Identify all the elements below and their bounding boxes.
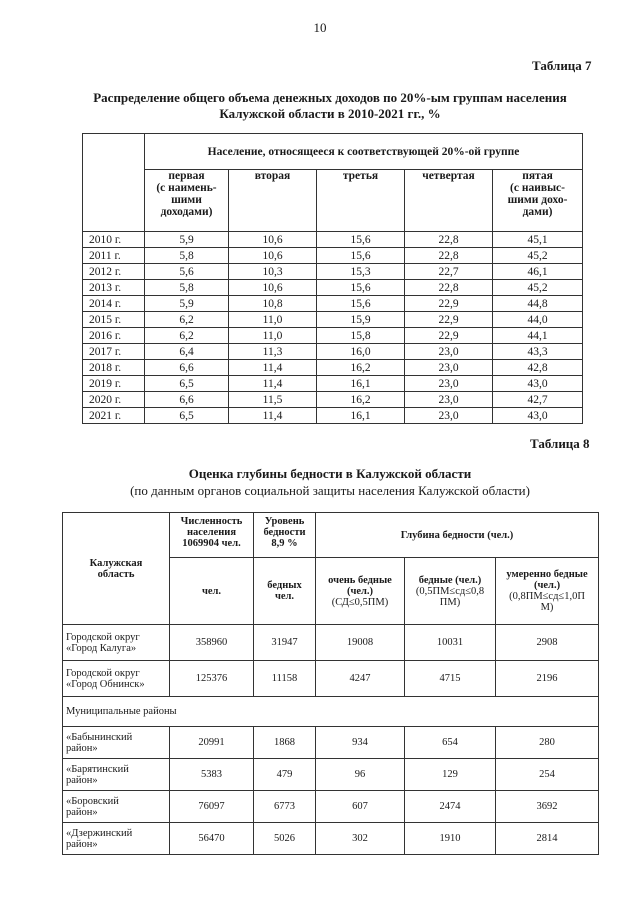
header-line: населения: [186, 527, 237, 538]
value-cell: 4715: [405, 661, 496, 697]
income-distribution-table: [82, 133, 583, 424]
table7-title-line1: Распределение общего объема денежных доходов по 20%-ым группам населения: [93, 90, 567, 105]
value-cell: 16,0: [317, 344, 405, 360]
region-name-cell: [63, 823, 170, 855]
value-cell: 15,6: [317, 248, 405, 264]
header-line: ПМ): [439, 596, 461, 608]
value-cell: 15,8: [317, 328, 405, 344]
region-name-line: «Бабынинский: [66, 731, 133, 743]
table7-title: [60, 90, 600, 122]
value-cell: 44,8: [493, 296, 583, 312]
region-name-line: «Город Калуга»: [66, 642, 137, 654]
value-cell: 20991: [170, 727, 254, 759]
value-cell: 76097: [170, 791, 254, 823]
table7-header-first: [145, 170, 229, 232]
value-cell: 6,2: [145, 328, 229, 344]
region-name-cell: [63, 791, 170, 823]
header-line: 1069904 чел.: [182, 538, 241, 549]
header-poverty-level: [254, 513, 316, 558]
value-cell: 280: [496, 727, 599, 759]
year-cell: 2016 г.: [83, 328, 145, 344]
table7-row: [83, 408, 583, 424]
table7-row: [83, 344, 583, 360]
value-cell: 11,3: [229, 344, 317, 360]
header-poor-persons: [254, 558, 316, 625]
value-cell: 2196: [496, 661, 599, 697]
value-cell: 22,9: [405, 312, 493, 328]
value-cell: 11,4: [229, 360, 317, 376]
value-cell: 358960: [170, 625, 254, 661]
table7-row: [83, 360, 583, 376]
region-name-cell: [63, 759, 170, 791]
value-cell: 302: [316, 823, 405, 855]
value-cell: 15,6: [317, 232, 405, 248]
region-name-line: Городской округ: [66, 667, 140, 679]
region-name-cell: [63, 661, 170, 697]
value-cell: 43,3: [493, 344, 583, 360]
year-cell: 2014 г.: [83, 296, 145, 312]
value-cell: 19008: [316, 625, 405, 661]
header-line: (с наимень-: [156, 182, 217, 194]
value-cell: 56470: [170, 823, 254, 855]
table8-row: [63, 727, 599, 759]
value-cell: 10,6: [229, 248, 317, 264]
table8-title: Оценка глубины бедности в Калужской области: [188, 466, 472, 481]
region-name-line: район»: [66, 838, 98, 850]
value-cell: 22,8: [405, 232, 493, 248]
value-cell: 16,2: [317, 360, 405, 376]
header-line: Численность: [180, 516, 243, 527]
year-cell: 2020 г.: [83, 392, 145, 408]
header-line: доходами): [160, 206, 213, 218]
value-cell: 45,2: [493, 248, 583, 264]
value-cell: 96: [316, 759, 405, 791]
region-name-line: район»: [66, 774, 98, 786]
header-moderately-poor: [496, 558, 599, 625]
table7-title-line2: Калужской области в 2010-2021 гг., %: [219, 106, 441, 121]
header-poverty-depth: Глубина бедности (чел.): [316, 513, 599, 558]
header-poor: [405, 558, 496, 625]
value-cell: 11,4: [229, 408, 317, 424]
header-line: (с наивыс-: [510, 182, 565, 194]
value-cell: 42,7: [493, 392, 583, 408]
table7-row: [83, 264, 583, 280]
year-cell: 2018 г.: [83, 360, 145, 376]
value-cell: 6,5: [145, 376, 229, 392]
value-cell: 43,0: [493, 376, 583, 392]
header-line: дами): [522, 206, 553, 218]
region-name-line: «Барятинский: [66, 763, 129, 775]
table7-row: [83, 232, 583, 248]
value-cell: 45,2: [493, 280, 583, 296]
value-cell: 6,4: [145, 344, 229, 360]
value-cell: 44,1: [493, 328, 583, 344]
table7-group-header: Население, относящееся к соответствующей 20%-ой группе: [145, 134, 583, 170]
value-cell: 10,6: [229, 232, 317, 248]
value-cell: 22,9: [405, 296, 493, 312]
table8-row: [63, 759, 599, 791]
year-cell: 2015 г.: [83, 312, 145, 328]
value-cell: 44,0: [493, 312, 583, 328]
header-line: пятая: [522, 170, 553, 182]
value-cell: 2908: [496, 625, 599, 661]
value-cell: 5,9: [145, 296, 229, 312]
table7-header-fourth: четвертая: [405, 170, 493, 232]
value-cell: 5,8: [145, 280, 229, 296]
value-cell: 5,8: [145, 248, 229, 264]
year-cell: 2019 г.: [83, 376, 145, 392]
header-line: бедных: [267, 580, 302, 591]
value-cell: 5,9: [145, 232, 229, 248]
value-cell: 16,1: [317, 376, 405, 392]
value-cell: 22,9: [405, 328, 493, 344]
value-cell: 15,6: [317, 280, 405, 296]
year-cell: 2013 г.: [83, 280, 145, 296]
header-line: Калужская: [89, 557, 143, 569]
table7-header-second: вторая: [229, 170, 317, 232]
section-label: Муниципальные районы: [63, 697, 599, 727]
value-cell: 6,6: [145, 392, 229, 408]
header-line: область: [97, 568, 135, 580]
value-cell: 5026: [254, 823, 316, 855]
year-cell: 2021 г.: [83, 408, 145, 424]
value-cell: 5383: [170, 759, 254, 791]
header-line: очень бедные: [328, 574, 392, 586]
table8-row: [63, 625, 599, 661]
value-cell: 6,6: [145, 360, 229, 376]
value-cell: 16,1: [317, 408, 405, 424]
header-line: шими дохо-: [507, 194, 568, 206]
header-line: (0,5ПМ≤сд≤0,8: [415, 585, 485, 597]
value-cell: 23,0: [405, 376, 493, 392]
table7-corner-cell: [83, 134, 145, 232]
value-cell: 607: [316, 791, 405, 823]
value-cell: 22,8: [405, 280, 493, 296]
year-cell: 2017 г.: [83, 344, 145, 360]
value-cell: 15,6: [317, 296, 405, 312]
header-population: [170, 513, 254, 558]
value-cell: 15,3: [317, 264, 405, 280]
header-line: чел.: [274, 591, 295, 602]
region-name-line: район»: [66, 806, 98, 818]
value-cell: 43,0: [493, 408, 583, 424]
region-name-line: «Дзержинский: [66, 827, 133, 839]
table7-header-third: третья: [317, 170, 405, 232]
page-number: 10: [313, 20, 327, 35]
value-cell: 16,2: [317, 392, 405, 408]
region-name-line: «Город Обнинск»: [66, 678, 145, 690]
region-name-line: «Боровский: [66, 795, 119, 807]
value-cell: 22,8: [405, 248, 493, 264]
table8-label: Таблица 8: [530, 436, 590, 451]
value-cell: 6773: [254, 791, 316, 823]
header-line: (чел.): [346, 585, 374, 597]
value-cell: 31947: [254, 625, 316, 661]
value-cell: 15,9: [317, 312, 405, 328]
value-cell: 11,0: [229, 312, 317, 328]
header-line: шими: [171, 194, 202, 206]
value-cell: 45,1: [493, 232, 583, 248]
header-line: 8,9 %: [271, 538, 298, 549]
header-line: бедные (чел.): [418, 574, 482, 586]
table7-row: [83, 312, 583, 328]
value-cell: 479: [254, 759, 316, 791]
table8-subtitle: (по данным органов социальной защиты населения Калужской области): [130, 483, 530, 498]
value-cell: 11,4: [229, 376, 317, 392]
value-cell: 23,0: [405, 344, 493, 360]
value-cell: 11,0: [229, 328, 317, 344]
header-line: умеренно бедные: [506, 569, 588, 580]
header-line: М): [540, 602, 554, 613]
value-cell: 6,5: [145, 408, 229, 424]
region-name-cell: [63, 625, 170, 661]
header-very-poor: [316, 558, 405, 625]
value-cell: 1910: [405, 823, 496, 855]
header-line: Уровень: [264, 516, 305, 527]
value-cell: 10,3: [229, 264, 317, 280]
table8-row: [63, 661, 599, 697]
region-name-line: Городской округ: [66, 631, 140, 643]
header-region: [63, 513, 170, 625]
value-cell: 22,7: [405, 264, 493, 280]
year-cell: 2010 г.: [83, 232, 145, 248]
value-cell: 23,0: [405, 360, 493, 376]
value-cell: 254: [496, 759, 599, 791]
region-name-line: район»: [66, 742, 98, 754]
value-cell: 10,8: [229, 296, 317, 312]
value-cell: 2814: [496, 823, 599, 855]
table7-row: [83, 248, 583, 264]
region-name-cell: [63, 727, 170, 759]
table7-row: [83, 392, 583, 408]
table8-row: [63, 791, 599, 823]
table7-header-fifth: [493, 170, 583, 232]
value-cell: 10031: [405, 625, 496, 661]
value-cell: 3692: [496, 791, 599, 823]
table7-label: Таблица 7: [532, 58, 592, 73]
table7-row: [83, 328, 583, 344]
value-cell: 1868: [254, 727, 316, 759]
value-cell: 23,0: [405, 408, 493, 424]
header-line: первая: [168, 170, 205, 182]
value-cell: 5,6: [145, 264, 229, 280]
value-cell: 2474: [405, 791, 496, 823]
value-cell: 10,6: [229, 280, 317, 296]
year-cell: 2012 г.: [83, 264, 145, 280]
table7-row: [83, 296, 583, 312]
value-cell: 11158: [254, 661, 316, 697]
value-cell: 42,8: [493, 360, 583, 376]
value-cell: 4247: [316, 661, 405, 697]
value-cell: 11,5: [229, 392, 317, 408]
poverty-depth-table: [62, 512, 599, 855]
value-cell: 129: [405, 759, 496, 791]
table8-row: [63, 823, 599, 855]
header-line: (0,8ПМ≤сд≤1,0П: [509, 591, 585, 602]
section-row: [63, 697, 599, 727]
header-line: (чел.): [533, 580, 561, 591]
value-cell: 6,2: [145, 312, 229, 328]
year-cell: 2011 г.: [83, 248, 145, 264]
header-line: бедности: [263, 527, 306, 538]
header-line: (СД≤0,5ПМ): [331, 596, 389, 608]
table7-row: [83, 376, 583, 392]
header-persons: чел.: [170, 558, 254, 625]
table7-row: [83, 280, 583, 296]
value-cell: 125376: [170, 661, 254, 697]
value-cell: 654: [405, 727, 496, 759]
value-cell: 46,1: [493, 264, 583, 280]
value-cell: 934: [316, 727, 405, 759]
value-cell: 23,0: [405, 392, 493, 408]
